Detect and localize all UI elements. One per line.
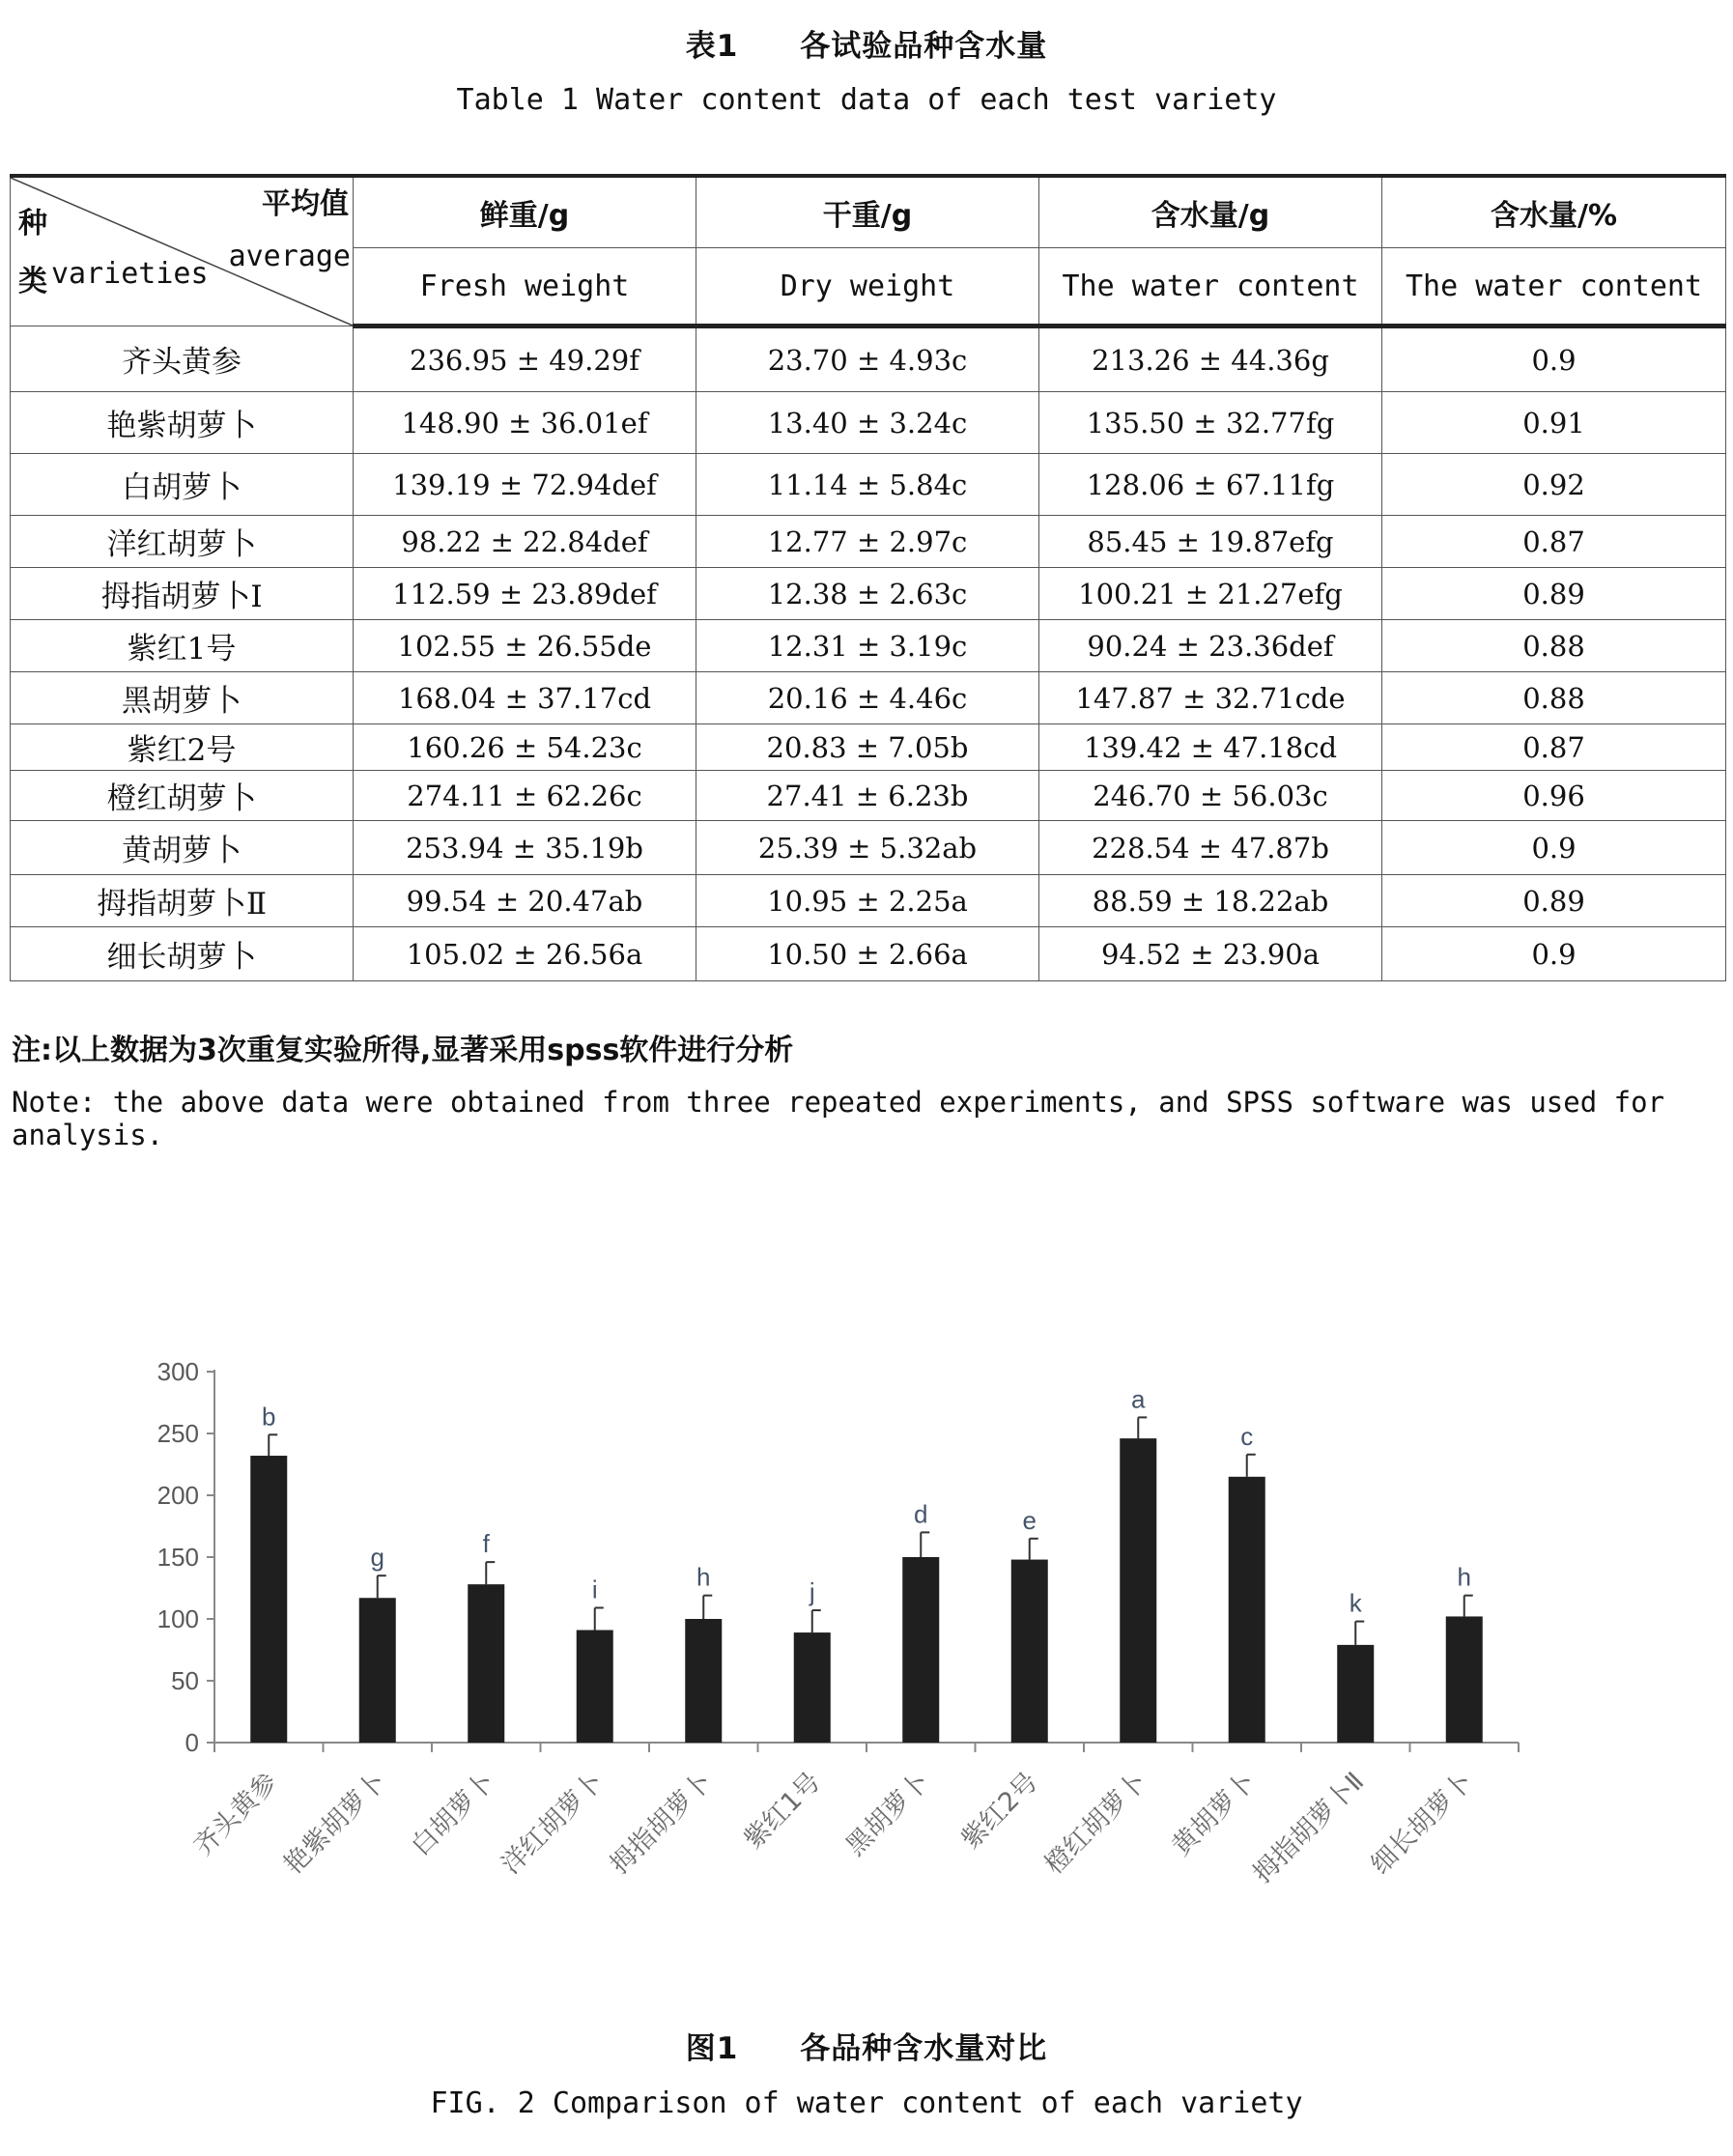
y-tick-label: 150 <box>156 1543 199 1572</box>
variety-cell: 拇指胡萝卜Ⅱ <box>11 875 354 927</box>
table-row <box>11 568 1726 620</box>
variety-cell: 橙红胡萝卜 <box>11 771 354 821</box>
water-content-g-cell: 246.70 ± 56.03c <box>1039 771 1382 821</box>
bar <box>1229 1477 1265 1743</box>
significance-label: i <box>591 1574 598 1604</box>
water-content-g-cell: 90.24 ± 23.36def <box>1039 620 1382 672</box>
water-content-g-cell: 88.59 ± 18.22ab <box>1039 875 1382 927</box>
header-water-content-g-cn: 含水量/g <box>1039 176 1382 248</box>
water-content-pct-cell: 0.9 <box>1382 821 1726 875</box>
dry-weight-cell: 12.31 ± 3.19c <box>696 620 1039 672</box>
variety-cell: 紫红2号 <box>11 724 354 771</box>
table-row <box>11 724 1726 771</box>
corner-cell <box>11 176 354 326</box>
dry-weight-cell: 12.38 ± 2.63c <box>696 568 1039 620</box>
x-category-label: 黄胡萝卜 <box>1166 1767 1262 1862</box>
water-content-pct-cell: 0.87 <box>1382 516 1726 568</box>
bar <box>468 1584 504 1743</box>
y-tick-label: 300 <box>156 1357 199 1386</box>
significance-label: a <box>1131 1384 1146 1414</box>
fresh-weight-cell: 105.02 ± 26.56a <box>354 927 696 981</box>
header-water-content-pct-cn: 含水量/% <box>1382 176 1726 248</box>
table-row <box>11 771 1726 821</box>
header-dry-weight-cn: 干重/g <box>696 176 1039 248</box>
variety-cell: 洋红胡萝卜 <box>11 516 354 568</box>
water-content-pct-cell: 0.88 <box>1382 620 1726 672</box>
water-content-g-cell: 228.54 ± 47.87b <box>1039 821 1382 875</box>
water-content-pct-cell: 0.89 <box>1382 875 1726 927</box>
dry-weight-cell: 20.83 ± 7.05b <box>696 724 1039 771</box>
table-title-en: Table 1 Water content data of each test variety <box>456 83 1277 117</box>
fresh-weight-cell: 112.59 ± 23.89def <box>354 568 696 620</box>
note-cn: 注:以上数据为3次重复实验所得,显著采用spss软件进行分析 <box>12 1034 794 1067</box>
x-category-label: 黑胡萝卜 <box>839 1767 936 1862</box>
bar <box>359 1598 396 1743</box>
water-content-pct-cell: 0.88 <box>1382 672 1726 724</box>
table-row <box>11 454 1726 516</box>
fresh-weight-cell: 102.55 ± 26.55de <box>354 620 696 672</box>
dry-weight-cell: 25.39 ± 5.32ab <box>696 821 1039 875</box>
significance-label: h <box>696 1562 711 1592</box>
table-row <box>11 672 1726 724</box>
water-content-pct-cell: 0.89 <box>1382 568 1726 620</box>
variety-cell: 紫红1号 <box>11 620 354 672</box>
significance-label: g <box>370 1543 384 1573</box>
header-fresh-weight-en: Fresh weight <box>354 248 696 326</box>
dry-weight-cell: 11.14 ± 5.84c <box>696 454 1039 516</box>
fresh-weight-cell: 99.54 ± 20.47ab <box>354 875 696 927</box>
significance-label: c <box>1240 1421 1254 1451</box>
variety-cell: 白胡萝卜 <box>11 454 354 516</box>
water-content-g-cell: 147.87 ± 32.71cde <box>1039 672 1382 724</box>
figure-title-cn: 图1 各品种含水量对比 <box>685 2031 1048 2066</box>
x-category-label: 紫红2号 <box>955 1767 1044 1856</box>
variety-cell: 拇指胡萝卜Ⅰ <box>11 568 354 620</box>
significance-label: h <box>1457 1562 1471 1592</box>
y-tick-label: 200 <box>156 1481 199 1510</box>
water-content-table <box>10 174 1726 981</box>
table-row <box>11 927 1726 981</box>
header-row-cn <box>11 176 1726 248</box>
x-category-label: 洋红胡萝卜 <box>496 1767 610 1881</box>
significance-label: k <box>1349 1588 1362 1618</box>
x-category-label: 细长胡萝卜 <box>1365 1767 1479 1881</box>
corner-average-en: average <box>228 240 351 273</box>
corner-variety-en: varieties <box>51 257 209 291</box>
header-fresh-weight-cn: 鲜重/g <box>354 176 696 248</box>
fresh-weight-cell: 168.04 ± 37.17cd <box>354 672 696 724</box>
corner-variety-cn-2: 类 <box>18 265 47 298</box>
water-content-g-cell: 139.42 ± 47.18cd <box>1039 724 1382 771</box>
header-water-content-g-en: The water content <box>1039 248 1382 326</box>
dry-weight-cell: 10.95 ± 2.25a <box>696 875 1039 927</box>
variety-cell: 黄胡萝卜 <box>11 821 354 875</box>
header-water-content-pct-en: The water content <box>1382 248 1726 326</box>
fresh-weight-cell: 236.95 ± 49.29f <box>354 326 696 392</box>
variety-cell: 细长胡萝卜 <box>11 927 354 981</box>
table-row <box>11 875 1726 927</box>
water-content-pct-cell: 0.96 <box>1382 771 1726 821</box>
dry-weight-cell: 13.40 ± 3.24c <box>696 392 1039 454</box>
header-dry-weight-en: Dry weight <box>696 248 1039 326</box>
table-row <box>11 516 1726 568</box>
x-category-label: 拇指胡萝卜Ⅱ <box>1247 1767 1371 1889</box>
dry-weight-cell: 27.41 ± 6.23b <box>696 771 1039 821</box>
x-category-label: 艳紫胡萝卜 <box>278 1767 392 1881</box>
variety-cell: 齐头黄参 <box>11 326 354 392</box>
water-content-pct-cell: 0.91 <box>1382 392 1726 454</box>
fresh-weight-cell: 139.19 ± 72.94def <box>354 454 696 516</box>
table-row <box>11 620 1726 672</box>
bar <box>902 1557 939 1743</box>
water-content-pct-cell: 0.92 <box>1382 454 1726 516</box>
fresh-weight-cell: 148.90 ± 36.01ef <box>354 392 696 454</box>
significance-label: d <box>914 1499 928 1529</box>
bar <box>1120 1438 1156 1743</box>
corner-variety-cn-1: 种 <box>18 207 47 241</box>
significance-label: b <box>262 1402 276 1432</box>
bar <box>794 1632 831 1743</box>
dry-weight-cell: 20.16 ± 4.46c <box>696 672 1039 724</box>
bar <box>1337 1645 1374 1743</box>
y-tick-label: 50 <box>171 1666 199 1695</box>
fresh-weight-cell: 274.11 ± 62.26c <box>354 771 696 821</box>
x-category-label: 齐头黄参 <box>187 1767 284 1862</box>
table-row <box>11 326 1726 392</box>
water-content-g-cell: 85.45 ± 19.87efg <box>1039 516 1382 568</box>
water-content-g-cell: 94.52 ± 23.90a <box>1039 927 1382 981</box>
x-category-label: 白胡萝卜 <box>405 1767 501 1862</box>
variety-cell: 艳紫胡萝卜 <box>11 392 354 454</box>
bar <box>685 1619 722 1743</box>
water-content-g-cell: 128.06 ± 67.11fg <box>1039 454 1382 516</box>
fresh-weight-cell: 253.94 ± 35.19b <box>354 821 696 875</box>
fresh-weight-cell: 160.26 ± 54.23c <box>354 724 696 771</box>
significance-label: f <box>482 1529 490 1559</box>
water-content-pct-cell: 0.9 <box>1382 326 1726 392</box>
bar <box>577 1631 613 1743</box>
fresh-weight-cell: 98.22 ± 22.84def <box>354 516 696 568</box>
dry-weight-cell: 12.77 ± 2.97c <box>696 516 1039 568</box>
water-content-g-cell: 213.26 ± 44.36g <box>1039 326 1382 392</box>
y-tick-label: 100 <box>156 1604 199 1633</box>
table-row <box>11 821 1726 875</box>
table-body <box>11 326 1726 981</box>
x-category-label: 橙红胡萝卜 <box>1038 1767 1153 1881</box>
variety-cell: 黑胡萝卜 <box>11 672 354 724</box>
dry-weight-cell: 23.70 ± 4.93c <box>696 326 1039 392</box>
bar <box>250 1456 287 1743</box>
water-content-g-cell: 135.50 ± 32.77fg <box>1039 392 1382 454</box>
bar <box>1446 1616 1483 1743</box>
water-content-pct-cell: 0.87 <box>1382 724 1726 771</box>
note-en: Note: the above data were obtained from three repeated experiments, and SPSS software was used for analysis. <box>12 1086 1665 1151</box>
significance-label: j <box>809 1577 815 1607</box>
bar <box>1011 1560 1048 1743</box>
figure-title-en: FIG. 2 Comparison of water content of each variety <box>430 2086 1303 2120</box>
water-content-bar-chart <box>0 1333 1733 1932</box>
dry-weight-cell: 10.50 ± 2.66a <box>696 927 1039 981</box>
y-tick-label: 250 <box>156 1419 199 1448</box>
water-content-g-cell: 100.21 ± 21.27efg <box>1039 568 1382 620</box>
water-content-pct-cell: 0.9 <box>1382 927 1726 981</box>
x-category-label: 紫红1号 <box>738 1767 827 1856</box>
table-title-cn: 表1 各试验品种含水量 <box>685 29 1048 64</box>
x-category-label: 拇指胡萝卜 <box>604 1767 719 1881</box>
significance-label: e <box>1022 1505 1037 1535</box>
table-row <box>11 392 1726 454</box>
y-tick-label: 0 <box>185 1728 199 1757</box>
corner-average-cn: 平均值 <box>262 187 349 221</box>
